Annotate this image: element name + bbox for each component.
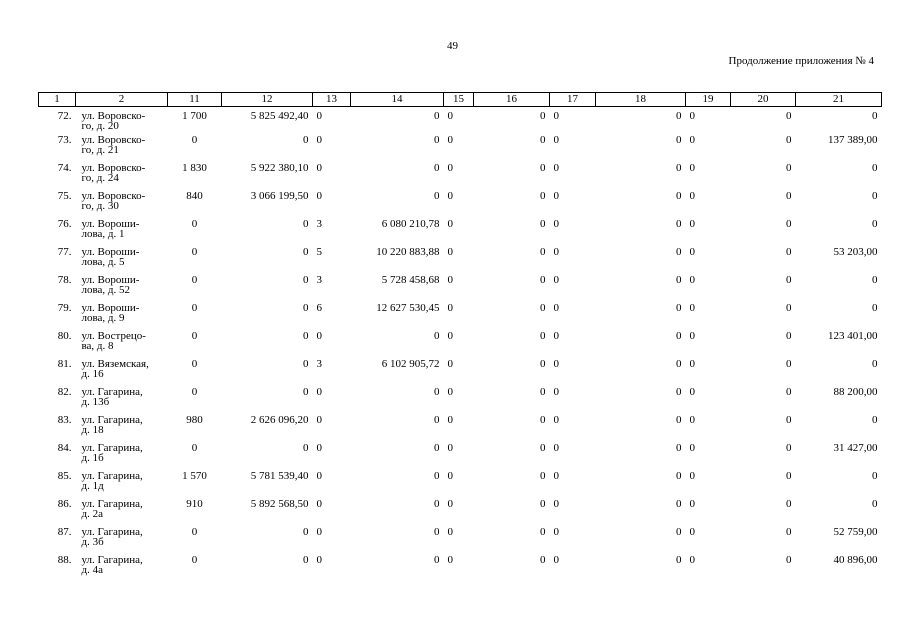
address-line-2: д. 2а <box>81 508 103 520</box>
cell-15: 0 <box>447 246 453 258</box>
row-number: 80. <box>57 330 72 342</box>
address-line-1: ул. Вороши- <box>81 302 140 314</box>
address-line-2: лова, д. 9 <box>81 312 125 324</box>
cell-15: 0 <box>447 274 453 286</box>
address <box>76 555 168 583</box>
address-line-1: ул. Гагарина, <box>81 414 143 426</box>
cell-15: 0 <box>447 330 453 342</box>
cell-20: 0 <box>786 470 792 482</box>
cell-16: 0 <box>540 274 546 286</box>
cell-14: 0 <box>434 554 440 566</box>
cell-21: 0 <box>872 218 878 230</box>
cell-12: 0 <box>303 358 309 370</box>
row-number: 82. <box>57 386 72 398</box>
cell-18: 0 <box>676 498 682 510</box>
cell-17: 0 <box>553 386 559 398</box>
cell-12: 5 892 568,50 <box>250 498 309 510</box>
cell-12: 0 <box>303 526 309 538</box>
cell-17: 0 <box>553 358 559 370</box>
cell-21: 88 200,00 <box>833 386 878 398</box>
cell-16: 0 <box>540 526 546 538</box>
address-line-1: ул. Вяземская, <box>81 358 149 370</box>
cell-11: 0 <box>191 134 198 146</box>
cell-21: 123 401,00 <box>828 330 878 342</box>
table-row <box>39 107 882 136</box>
cell-16: 0 <box>540 442 546 454</box>
cell-14: 6 102 905,72 <box>381 358 440 370</box>
cell-11: 1 830 <box>182 162 207 174</box>
cell-17: 0 <box>553 498 559 510</box>
cell-12: 2 626 096,20 <box>250 414 309 426</box>
cell-13: 0 <box>316 190 322 202</box>
cell-16: 0 <box>540 162 546 174</box>
cell-14: 0 <box>434 386 440 398</box>
table-row <box>39 359 882 387</box>
row-number: 81. <box>57 358 72 370</box>
cell-18: 0 <box>676 110 682 122</box>
row-number: 73. <box>57 134 72 146</box>
cell-21: 0 <box>872 274 878 286</box>
cell-12: 0 <box>303 386 309 398</box>
column-header-18: 18 <box>596 93 686 107</box>
address-line-1: ул. Вострецо- <box>81 330 146 342</box>
cell-19: 0 <box>689 330 695 342</box>
table-row <box>39 191 882 219</box>
cell-16: 0 <box>540 134 546 146</box>
address-line-2: д. 16 <box>81 368 104 380</box>
table-row <box>39 331 882 359</box>
address <box>76 499 168 527</box>
cell-18: 0 <box>676 330 682 342</box>
cell-17: 0 <box>553 302 559 314</box>
cell-14: 0 <box>434 470 440 482</box>
cell-17: 0 <box>553 414 559 426</box>
cell-15: 0 <box>447 358 453 370</box>
address <box>76 359 168 387</box>
address-line-2: го, д. 20 <box>81 120 119 132</box>
cell-19: 0 <box>689 386 695 398</box>
cell-21: 0 <box>872 498 878 510</box>
address-line-1: ул. Вороши- <box>81 218 140 230</box>
table-row <box>39 527 882 555</box>
cell-19: 0 <box>689 554 695 566</box>
cell-15: 0 <box>447 470 453 482</box>
table-row <box>39 471 882 499</box>
cell-18: 0 <box>676 442 682 454</box>
cell-17: 0 <box>553 442 559 454</box>
cell-11: 0 <box>191 442 198 454</box>
address-line-1: ул. Воровско- <box>81 134 146 146</box>
cell-20: 0 <box>786 190 792 202</box>
cell-15: 0 <box>447 302 453 314</box>
cell-17: 0 <box>553 526 559 538</box>
cell-17: 0 <box>553 330 559 342</box>
cell-20: 0 <box>786 526 792 538</box>
row-number: 72. <box>57 110 72 122</box>
cell-15: 0 <box>447 162 453 174</box>
cell-13: 0 <box>316 554 322 566</box>
cell-11: 1 700 <box>182 110 207 122</box>
column-header-20: 20 <box>731 93 796 107</box>
cell-14: 0 <box>434 498 440 510</box>
cell-14: 10 220 883,88 <box>376 246 440 258</box>
cell-13: 0 <box>316 110 322 122</box>
cell-13: 0 <box>316 330 322 342</box>
cell-15: 0 <box>447 218 453 230</box>
cell-17: 0 <box>553 110 559 122</box>
cell-11: 0 <box>191 554 198 566</box>
cell-11: 0 <box>191 358 198 370</box>
cell-17: 0 <box>553 218 559 230</box>
cell-11: 840 <box>186 190 203 202</box>
cell-16: 0 <box>540 218 546 230</box>
cell-20: 0 <box>786 386 792 398</box>
cell-21: 31 427,00 <box>833 442 878 454</box>
cell-20: 0 <box>786 330 792 342</box>
cell-20: 0 <box>786 358 792 370</box>
cell-21: 0 <box>872 110 878 122</box>
cell-18: 0 <box>676 246 682 258</box>
cell-15: 0 <box>447 554 453 566</box>
row-number: 83. <box>57 414 72 426</box>
address <box>76 303 168 331</box>
cell-12: 0 <box>303 554 309 566</box>
cell-19: 0 <box>689 526 695 538</box>
cell-13: 3 <box>316 274 322 286</box>
row-number: 84. <box>57 442 72 454</box>
cell-13: 0 <box>316 526 322 538</box>
address-line-1: ул. Вороши- <box>81 246 140 258</box>
cell-16: 0 <box>540 246 546 258</box>
cell-12: 5 922 380,10 <box>250 162 309 174</box>
address-line-2: д. 3б <box>81 536 104 548</box>
cell-21: 0 <box>872 302 878 314</box>
cell-12: 0 <box>303 134 309 146</box>
cell-18: 0 <box>676 134 682 146</box>
cell-11: 0 <box>191 386 198 398</box>
row-number: 87. <box>57 526 72 538</box>
address-line-1: ул. Гагарина, <box>81 386 143 398</box>
cell-21: 40 896,00 <box>833 554 878 566</box>
table-row <box>39 135 882 163</box>
cell-20: 0 <box>786 498 792 510</box>
address-line-1: ул. Воровско- <box>81 190 146 202</box>
cell-13: 0 <box>316 414 322 426</box>
cell-13: 6 <box>316 302 322 314</box>
cell-13: 3 <box>316 358 322 370</box>
cell-18: 0 <box>676 554 682 566</box>
cell-13: 0 <box>316 442 322 454</box>
cell-18: 0 <box>676 526 682 538</box>
cell-18: 0 <box>676 218 682 230</box>
cell-11: 910 <box>186 498 203 510</box>
cell-14: 12 627 530,45 <box>376 302 440 314</box>
column-header-1: 1 <box>39 93 76 107</box>
address <box>76 107 168 136</box>
cell-20: 0 <box>786 442 792 454</box>
cell-19: 0 <box>689 302 695 314</box>
data-table <box>38 92 882 583</box>
row-number: 85. <box>57 470 72 482</box>
cell-21: 0 <box>872 190 878 202</box>
cell-13: 5 <box>316 246 322 258</box>
cell-18: 0 <box>676 358 682 370</box>
address-line-1: ул. Гагарина, <box>81 442 143 454</box>
table-row <box>39 499 882 527</box>
table-body <box>39 107 882 584</box>
table-row <box>39 219 882 247</box>
row-number: 79. <box>57 302 72 314</box>
cell-15: 0 <box>447 498 453 510</box>
address-line-2: д. 13б <box>81 396 110 408</box>
cell-20: 0 <box>786 134 792 146</box>
cell-12: 0 <box>303 302 309 314</box>
address-line-1: ул. Гагарина, <box>81 470 143 482</box>
cell-17: 0 <box>553 554 559 566</box>
column-header-11: 11 <box>168 93 222 107</box>
address-line-2: го, д. 24 <box>81 172 119 184</box>
address <box>76 415 168 443</box>
cell-12: 3 066 199,50 <box>250 190 309 202</box>
cell-19: 0 <box>689 274 695 286</box>
cell-15: 0 <box>447 134 453 146</box>
address-line-1: ул. Воровско- <box>81 110 146 122</box>
column-header-21: 21 <box>796 93 882 107</box>
table-row <box>39 443 882 471</box>
cell-20: 0 <box>786 162 792 174</box>
cell-13: 0 <box>316 386 322 398</box>
cell-21: 53 203,00 <box>833 246 878 258</box>
row-number: 75. <box>57 190 72 202</box>
cell-20: 0 <box>786 414 792 426</box>
address <box>76 471 168 499</box>
address-line-2: ва, д. 8 <box>81 340 114 352</box>
cell-14: 0 <box>434 162 440 174</box>
row-number: 88. <box>57 554 72 566</box>
column-header-13: 13 <box>313 93 351 107</box>
address-line-2: го, д. 30 <box>81 200 119 212</box>
cell-14: 0 <box>434 110 440 122</box>
cell-11: 0 <box>191 274 198 286</box>
cell-11: 980 <box>186 414 203 426</box>
cell-12: 0 <box>303 442 309 454</box>
address <box>76 219 168 247</box>
cell-17: 0 <box>553 274 559 286</box>
cell-19: 0 <box>689 358 695 370</box>
cell-16: 0 <box>540 414 546 426</box>
cell-12: 0 <box>303 218 309 230</box>
cell-21: 0 <box>872 162 878 174</box>
cell-15: 0 <box>447 442 453 454</box>
cell-12: 0 <box>303 246 309 258</box>
cell-17: 0 <box>553 246 559 258</box>
cell-12: 0 <box>303 330 309 342</box>
cell-13: 0 <box>316 162 322 174</box>
row-number: 78. <box>57 274 72 286</box>
address-line-1: ул. Вороши- <box>81 274 140 286</box>
cell-16: 0 <box>540 554 546 566</box>
address <box>76 527 168 555</box>
row-number: 76. <box>57 218 72 230</box>
cell-19: 0 <box>689 190 695 202</box>
cell-18: 0 <box>676 162 682 174</box>
cell-20: 0 <box>786 110 792 122</box>
table-row <box>39 303 882 331</box>
cell-19: 0 <box>689 110 695 122</box>
appendix-note: Продолжение приложения № 4 <box>728 55 874 67</box>
address-line-2: лова, д. 1 <box>81 228 125 240</box>
address <box>76 443 168 471</box>
row-number: 74. <box>57 162 72 174</box>
cell-15: 0 <box>447 190 453 202</box>
cell-11: 0 <box>191 246 198 258</box>
cell-20: 0 <box>786 554 792 566</box>
cell-20: 0 <box>786 302 792 314</box>
cell-14: 0 <box>434 442 440 454</box>
cell-21: 0 <box>872 414 878 426</box>
address-line-2: д. 1б <box>81 452 104 464</box>
cell-12: 0 <box>303 274 309 286</box>
cell-11: 0 <box>191 218 198 230</box>
page-number: 49 <box>447 40 458 52</box>
cell-19: 0 <box>689 246 695 258</box>
address-line-1: ул. Гагарина, <box>81 526 143 538</box>
table-row <box>39 247 882 275</box>
header-row <box>39 93 882 107</box>
cell-19: 0 <box>689 414 695 426</box>
cell-19: 0 <box>689 442 695 454</box>
address <box>76 247 168 275</box>
cell-13: 0 <box>316 498 322 510</box>
address-line-2: го, д. 21 <box>81 144 119 156</box>
table-row <box>39 163 882 191</box>
cell-16: 0 <box>540 470 546 482</box>
cell-21: 0 <box>872 358 878 370</box>
cell-18: 0 <box>676 190 682 202</box>
cell-20: 0 <box>786 218 792 230</box>
cell-19: 0 <box>689 470 695 482</box>
cell-21: 137 389,00 <box>828 134 878 146</box>
address-line-2: д. 18 <box>81 424 104 436</box>
cell-20: 0 <box>786 274 792 286</box>
cell-14: 0 <box>434 134 440 146</box>
cell-11: 0 <box>191 526 198 538</box>
address-line-1: ул. Гагарина, <box>81 554 143 566</box>
cell-14: 0 <box>434 190 440 202</box>
cell-16: 0 <box>540 190 546 202</box>
table-row <box>39 387 882 415</box>
address-line-2: лова, д. 52 <box>81 284 131 296</box>
column-header-12: 12 <box>222 93 313 107</box>
table-row <box>39 555 882 583</box>
cell-13: 0 <box>316 134 322 146</box>
address-line-1: ул. Гагарина, <box>81 498 143 510</box>
cell-21: 52 759,00 <box>833 526 878 538</box>
cell-14: 5 728 458,68 <box>381 274 440 286</box>
cell-18: 0 <box>676 302 682 314</box>
cell-19: 0 <box>689 162 695 174</box>
row-number: 86. <box>57 498 72 510</box>
column-header-15: 15 <box>444 93 474 107</box>
address-line-1: ул. Воровско- <box>81 162 146 174</box>
cell-17: 0 <box>553 470 559 482</box>
cell-19: 0 <box>689 134 695 146</box>
cell-13: 0 <box>316 470 322 482</box>
cell-16: 0 <box>540 110 546 122</box>
cell-19: 0 <box>689 218 695 230</box>
cell-18: 0 <box>676 414 682 426</box>
cell-16: 0 <box>540 386 546 398</box>
cell-17: 0 <box>553 134 559 146</box>
cell-21: 0 <box>872 470 878 482</box>
address <box>76 275 168 303</box>
address-line-2: лова, д. 5 <box>81 256 125 268</box>
address <box>76 331 168 359</box>
address <box>76 163 168 191</box>
cell-17: 0 <box>553 162 559 174</box>
cell-11: 0 <box>191 302 198 314</box>
address <box>76 387 168 415</box>
cell-20: 0 <box>786 246 792 258</box>
cell-15: 0 <box>447 414 453 426</box>
cell-15: 0 <box>447 386 453 398</box>
column-header-16: 16 <box>474 93 550 107</box>
cell-12: 5 825 492,40 <box>250 110 309 122</box>
table-row <box>39 415 882 443</box>
cell-11: 1 570 <box>182 470 207 482</box>
cell-15: 0 <box>447 110 453 122</box>
cell-14: 0 <box>434 414 440 426</box>
cell-18: 0 <box>676 386 682 398</box>
address <box>76 191 168 219</box>
cell-16: 0 <box>540 358 546 370</box>
column-header-17: 17 <box>550 93 596 107</box>
cell-14: 6 080 210,78 <box>381 218 440 230</box>
column-header-14: 14 <box>351 93 444 107</box>
cell-19: 0 <box>689 498 695 510</box>
cell-14: 0 <box>434 526 440 538</box>
cell-16: 0 <box>540 302 546 314</box>
cell-13: 3 <box>316 218 322 230</box>
table-row <box>39 275 882 303</box>
cell-16: 0 <box>540 330 546 342</box>
cell-16: 0 <box>540 498 546 510</box>
cell-12: 5 781 539,40 <box>250 470 309 482</box>
column-header-2: 2 <box>76 93 168 107</box>
cell-15: 0 <box>447 526 453 538</box>
address <box>76 135 168 163</box>
cell-14: 0 <box>434 330 440 342</box>
column-header-19: 19 <box>686 93 731 107</box>
cell-11: 0 <box>191 330 198 342</box>
cell-18: 0 <box>676 274 682 286</box>
cell-18: 0 <box>676 470 682 482</box>
cell-17: 0 <box>553 190 559 202</box>
row-number: 77. <box>57 246 72 258</box>
address-line-2: д. 1д <box>81 480 104 492</box>
address-line-2: д. 4а <box>81 564 103 576</box>
